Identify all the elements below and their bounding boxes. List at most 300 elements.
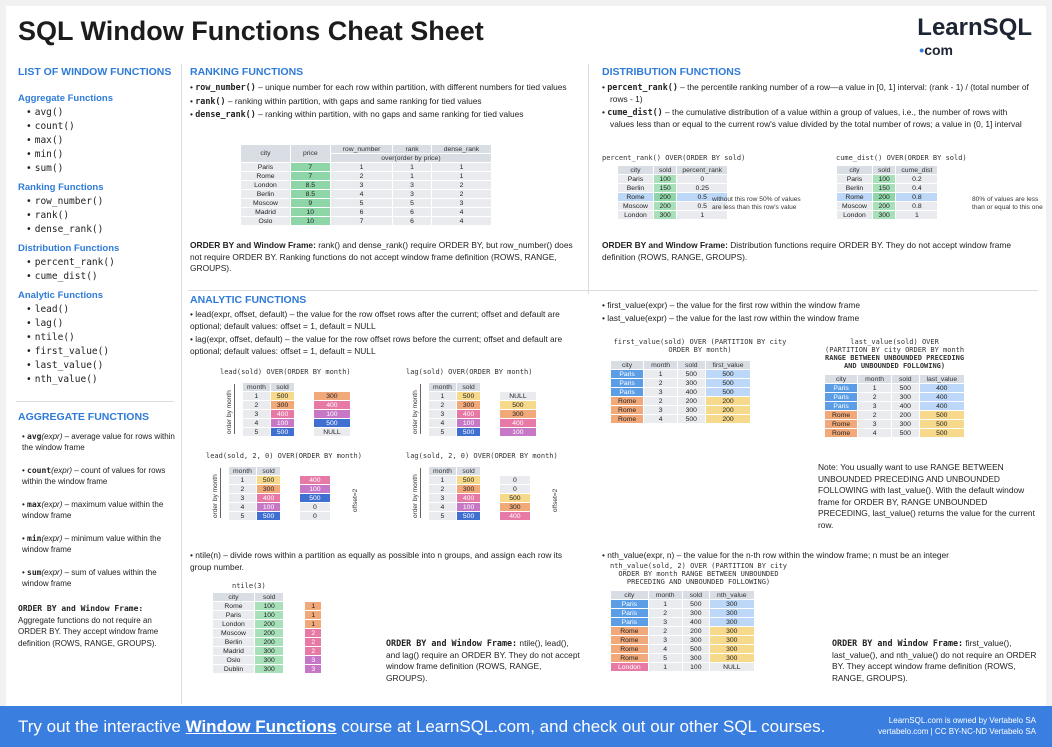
first-value-example: first_value(sold) OVER (PARTITION BY city ORDER BY month) city month sold first_value Paris 1 500 500 Paris 2 300 500 Paris 3 400 500 Rome 2 200 200 Rome 3 300 200 Rome 4 500 200 <box>610 338 790 424</box>
ranking-title: RANKING FUNCTIONS <box>190 66 304 78</box>
table-row <box>305 611 322 620</box>
table-row <box>300 512 330 521</box>
result-cell: 400 <box>300 476 330 485</box>
table-cell: 150 <box>653 184 676 193</box>
table-row <box>611 370 751 379</box>
order-label: order by month <box>412 390 419 434</box>
column-header: sold <box>256 467 280 476</box>
table-cell: 500 <box>682 600 709 609</box>
column-header: sold <box>678 361 705 370</box>
table-cell: 300 <box>682 654 709 663</box>
column-header: month <box>644 361 678 370</box>
table-cell: Rome <box>611 397 644 406</box>
logo-main: LearnSQL <box>917 14 1032 41</box>
group-heading[interactable]: Analytic Functions <box>18 290 103 301</box>
table-cell: London <box>241 181 291 190</box>
result-cell: 400 <box>500 419 536 428</box>
table-row <box>500 410 536 419</box>
table-cell: 2 <box>644 397 678 406</box>
table-row <box>825 384 965 393</box>
footer-banner <box>0 706 1052 747</box>
table-cell: 400 <box>919 384 965 393</box>
result-cell: 400 <box>500 512 530 521</box>
function-list-item[interactable]: • sum() <box>26 162 178 176</box>
ranking-note: ORDER BY and Window Frame: rank() and dense_rank() require ORDER BY, but row_number() does not require ORDER BY. Ranking functions do not accept window frame definition (ROWS, RANGE, GROUPS). <box>190 240 573 273</box>
function-description: • row_number() – unique number for each row within partition, with different numbers for tied values <box>190 82 567 92</box>
aggregate-item: • min(expr) – minimum value within the window frame <box>22 534 162 554</box>
table-cell: 500 <box>270 392 294 401</box>
table-row <box>229 503 281 512</box>
table-row <box>500 503 530 512</box>
table-cell: 400 <box>256 494 280 503</box>
divider <box>16 401 174 402</box>
column-header: month <box>243 383 271 392</box>
table-cell: 100 <box>872 175 895 184</box>
group-heading[interactable]: Ranking Functions <box>18 182 104 193</box>
divider <box>181 64 182 704</box>
result-cell: 100 <box>300 485 330 494</box>
table-cell: 500 <box>270 428 294 437</box>
table-cell: 1 <box>431 163 492 172</box>
offset-label: offset=2 <box>552 488 559 512</box>
function-list-group <box>26 303 178 387</box>
function-list-item[interactable]: • avg() <box>26 106 178 120</box>
table-row <box>500 428 536 437</box>
table-row <box>241 172 492 181</box>
table-row <box>429 503 481 512</box>
table-cell: 2 <box>858 411 892 420</box>
table-row <box>611 618 755 627</box>
result-cell: NULL <box>314 428 350 437</box>
table-cell: 9 <box>290 199 330 208</box>
table-cell: Rome <box>213 602 255 611</box>
table-cell: 6 <box>330 208 393 217</box>
table-row <box>241 217 492 226</box>
first-value-description: • first_value(expr) – the value for the first row within the window frame <box>602 300 861 310</box>
table-cell: 300 <box>710 645 754 654</box>
table-cell: 0.5 <box>677 202 728 211</box>
table-cell: 200 <box>254 629 283 638</box>
aggregate-item: • max(expr) – maximum value within the window frame <box>22 500 164 520</box>
table-cell: 5 <box>429 428 457 437</box>
table-row <box>314 392 350 401</box>
table-cell: 4 <box>429 419 457 428</box>
table-row <box>429 401 481 410</box>
divider <box>588 64 589 294</box>
table-cell: Berlin <box>837 184 873 193</box>
table-row <box>429 485 481 494</box>
table-row <box>241 199 492 208</box>
table-cell: Paris <box>611 609 649 618</box>
table-cell: 300 <box>710 627 754 636</box>
table-row <box>243 401 295 410</box>
column-header: price <box>290 145 330 163</box>
function-list-item[interactable]: • min() <box>26 148 178 162</box>
table-row <box>213 647 284 656</box>
table-cell: Rome <box>825 420 858 429</box>
table-cell: 3 <box>229 494 257 503</box>
table-cell: 100 <box>653 175 676 184</box>
distribution-section <box>602 66 1032 132</box>
table-cell: 10 <box>290 208 330 217</box>
table-row <box>429 476 481 485</box>
result-cell: 400 <box>314 401 350 410</box>
table-cell: 0.2 <box>896 175 938 184</box>
last-value-description: • last_value(expr) – the value for the last row within the window frame <box>602 313 860 323</box>
table-cell: 500 <box>456 428 480 437</box>
column-header: sold <box>872 166 895 175</box>
function-list-item[interactable]: • first_value() <box>26 345 178 359</box>
table-row <box>429 410 481 419</box>
result-cell: 300 <box>500 503 530 512</box>
table-row <box>305 656 322 665</box>
list-title: LIST OF WINDOW FUNCTIONS <box>18 66 172 78</box>
table-cell: Berlin <box>241 190 291 199</box>
table-cell: 1 <box>229 476 257 485</box>
table-cell: 300 <box>254 665 283 674</box>
table-cell: 300 <box>270 401 294 410</box>
table-cell: Berlin <box>618 184 654 193</box>
table-row <box>618 184 728 193</box>
table-row <box>305 602 322 611</box>
nth-value-description: • nth_value(expr, n) – the value for the n-th row within the window frame; n must be an integer <box>602 550 949 560</box>
table-row <box>241 181 492 190</box>
table-row <box>825 420 965 429</box>
table-row <box>611 406 751 415</box>
function-description: • dense_rank() – ranking within partition, with no gaps and same ranking for tied values <box>190 109 524 119</box>
table-row <box>837 184 938 193</box>
table-cell: 100 <box>456 419 480 428</box>
function-list-item[interactable]: • count() <box>26 120 178 134</box>
table-row <box>229 476 281 485</box>
table-cell: Moscow <box>213 629 255 638</box>
table-cell: 200 <box>872 202 895 211</box>
table-row <box>837 211 938 220</box>
table-cell: 400 <box>892 402 919 411</box>
table-row <box>314 401 350 410</box>
table-cell: London <box>837 211 873 220</box>
table-cell: 500 <box>456 512 480 521</box>
table-row <box>500 494 530 503</box>
table-cell: 300 <box>710 654 754 663</box>
function-list-item[interactable]: • dense_rank() <box>26 223 178 237</box>
table-cell: 500 <box>705 379 751 388</box>
function-list-item[interactable]: • rank() <box>26 209 178 223</box>
table-row <box>500 401 536 410</box>
table-cell: Paris <box>241 163 291 172</box>
lag1-example: lag(sold) OVER(ORDER BY month) month sold 1 500 2 300 3 400 4 100 5 500 NULL 500 300 400 100 order by month <box>406 368 537 437</box>
table-cell: 400 <box>682 618 709 627</box>
table-row <box>305 620 322 629</box>
analytic-note: ORDER BY and Window Frame: ntile(), lead(), and lag() require an ORDER BY. They do not accept window frame definition (ROWS, RANGE, GROUPS). <box>386 638 580 683</box>
table-cell: 100 <box>254 602 283 611</box>
result-cell: 0 <box>300 503 330 512</box>
result-cell: 0 <box>500 485 530 494</box>
table-cell: 3 <box>429 410 457 419</box>
function-list-group <box>26 106 178 176</box>
table-cell: 1 <box>393 163 431 172</box>
function-list-group <box>26 195 178 237</box>
table-cell: 200 <box>254 638 283 647</box>
result-cell: 100 <box>500 428 536 437</box>
table-cell: 7 <box>330 217 393 226</box>
table-cell: 300 <box>682 609 709 618</box>
table-cell: 500 <box>892 384 919 393</box>
table-cell: 400 <box>456 494 480 503</box>
table-cell: 2 <box>429 401 457 410</box>
table-cell: 0.4 <box>896 184 938 193</box>
column-header: dense_rank <box>431 145 492 154</box>
column-header: over(order by price) <box>330 154 492 163</box>
function-list-item[interactable]: • percent_rank() <box>26 256 178 270</box>
column-header: percent_rank <box>677 166 728 175</box>
analytic-title: ANALYTIC FUNCTIONS <box>190 294 307 306</box>
table-row <box>429 512 481 521</box>
table-cell: Rome <box>611 627 649 636</box>
table-cell: 300 <box>892 393 919 402</box>
table-cell: 2 <box>429 485 457 494</box>
table-cell: 3 <box>644 406 678 415</box>
table-cell: 2 <box>858 393 892 402</box>
table-cell: 1 <box>393 172 431 181</box>
table-cell: 3 <box>243 410 271 419</box>
table-cell: Paris <box>611 370 644 379</box>
table-cell: 5 <box>393 199 431 208</box>
page-title: SQL Window Functions Cheat Sheet <box>18 16 484 46</box>
table-cell: 4 <box>858 429 892 438</box>
table-cell: Madrid <box>213 647 255 656</box>
table-cell: Madrid <box>241 208 291 217</box>
table-row <box>241 208 492 217</box>
lag2-example: lag(sold, 2, 0) OVER(ORDER BY month) month sold 1 500 2 300 3 400 4 100 5 500 0 0 500 300 400 order by month offset=2 <box>406 452 559 520</box>
table-cell: Rome <box>611 406 644 415</box>
table-cell: 400 <box>678 388 705 397</box>
table-cell: 1 <box>330 163 393 172</box>
table-row <box>429 392 481 401</box>
lag-description: • lag(expr, offset, default) – the value for the row offset rows before the current; offset and default are optional; default values: offset = 1, default = NULL <box>190 334 563 356</box>
table-row <box>611 379 751 388</box>
column-header: sold <box>892 375 919 384</box>
table-cell: 500 <box>919 411 965 420</box>
table-row <box>611 397 751 406</box>
table-cell: 100 <box>256 503 280 512</box>
table-row <box>825 393 965 402</box>
table-row <box>500 419 536 428</box>
column-header: sold <box>456 467 480 476</box>
table-cell: Dublin <box>213 665 255 674</box>
column-header: month <box>648 591 682 600</box>
cume-dist-example: cume_dist() OVER(ORDER BY sold) city sold cume_dist Paris 100 0.2 Berlin 150 0.4 Rome 200 0.8 Moscow 200 0.8 London 300 1 80% of values are less than or equal to this one <box>836 154 1043 219</box>
column-header: month <box>229 467 257 476</box>
footer-message: Try out the interactive Window Functions course at LearnSQL.com, and check out our other SQL courses. <box>18 717 826 736</box>
table-cell: 300 <box>678 406 705 415</box>
table-cell: Oslo <box>213 656 255 665</box>
order-label: order by month <box>212 474 219 518</box>
function-list-item[interactable]: • nth_value() <box>26 373 178 387</box>
table-row <box>213 602 284 611</box>
divider <box>188 290 1038 291</box>
column-header: last_value <box>919 375 965 384</box>
function-list-item[interactable]: • row_number() <box>26 195 178 209</box>
table-cell: 300 <box>710 636 754 645</box>
table-cell: 200 <box>705 406 751 415</box>
ranking-table <box>240 144 492 226</box>
nth-value-note: ORDER BY and Window Frame: first_value(), last_value(), and nth_value() do not require an ORDER BY. They accept window frame definition (ROWS, RANGE, GROUPS). <box>832 638 1037 683</box>
ntile-result: 3 <box>305 656 322 665</box>
table-row <box>243 392 295 401</box>
ntile-result: 2 <box>305 638 322 647</box>
table-cell: 500 <box>705 370 751 379</box>
aggregate-item: • avg(expr) – average value for rows within the window frame <box>22 432 175 452</box>
table-cell: Paris <box>611 379 644 388</box>
table-cell: 1 <box>677 211 728 220</box>
table-cell: 300 <box>682 636 709 645</box>
function-list-item[interactable]: • lead() <box>26 303 178 317</box>
table-cell: 200 <box>653 202 676 211</box>
table-cell: Rome <box>241 172 291 181</box>
table-cell: 3 <box>648 618 682 627</box>
table-row <box>611 645 755 654</box>
function-list-item[interactable]: • lag() <box>26 317 178 331</box>
distribution-note: ORDER BY and Window Frame: Distribution functions require ORDER BY. They do not accept window frame definition (ROWS, RANGE, GROUPS). <box>602 240 1012 262</box>
result-cell: 0 <box>500 476 530 485</box>
table-cell: 3 <box>858 402 892 411</box>
result-cell: 500 <box>300 494 330 503</box>
column-header: sold <box>270 383 294 392</box>
table-cell: 500 <box>678 370 705 379</box>
percent-rank-example: percent_rank() OVER(ORDER BY sold) city sold percent_rank Paris 100 0 Berlin 150 0.25 Rome 200 0.5 Moscow 200 0.5 London 300 1 without this row 50% of values are less than this row's value <box>602 154 801 219</box>
cheat-sheet <box>6 6 1046 706</box>
table-cell: 200 <box>653 193 676 202</box>
column-header: city <box>241 145 291 163</box>
table-cell: 0.8 <box>896 193 938 202</box>
table-cell: Paris <box>825 384 858 393</box>
table-cell: 1 <box>648 663 682 672</box>
table-row <box>213 611 284 620</box>
table-cell: 200 <box>678 397 705 406</box>
table-row <box>305 665 322 674</box>
table-cell: 400 <box>919 393 965 402</box>
result-cell: 300 <box>500 410 536 419</box>
table-row <box>300 485 330 494</box>
course-link[interactable]: Window Functions <box>185 717 337 736</box>
last-value-example: last_value(sold) OVER (PARTITION BY city ORDER BY month RANGE BETWEEN UNBOUNDED PRECEDING AND UNBOUNDED FOLLOWING) city month sold last_value Paris 1 500 400 Paris 2 300 400 Paris 3 400 400 Rome 2 200 500 Rome 3 300 500 Rome 4 500 500 <box>825 338 965 437</box>
table-cell: 300 <box>710 600 754 609</box>
table-row <box>500 392 536 401</box>
table-row <box>500 485 530 494</box>
table-cell: 2 <box>431 190 492 199</box>
table-row <box>611 600 755 609</box>
column-header: city <box>837 166 873 175</box>
table-row <box>611 636 755 645</box>
function-list-item[interactable]: • max() <box>26 134 178 148</box>
table-cell: 200 <box>892 411 919 420</box>
table-cell: 500 <box>892 429 919 438</box>
order-arrow <box>420 384 421 434</box>
result-cell: NULL <box>500 392 536 401</box>
table-row <box>305 638 322 647</box>
table-cell: 100 <box>682 663 709 672</box>
aggregate-section <box>18 411 176 649</box>
aggregate-item: • count(expr) – count of values for rows within the window frame <box>22 466 166 486</box>
table-cell: 300 <box>710 618 754 627</box>
learnsql-logo[interactable] <box>917 14 1032 58</box>
offset-label: offset=2 <box>352 488 359 512</box>
column-header: rank <box>393 145 431 154</box>
table-cell: 1 <box>896 211 938 220</box>
table-row <box>429 494 481 503</box>
table-cell: 4 <box>648 645 682 654</box>
result-cell: 0 <box>300 512 330 521</box>
table-cell: 4 <box>429 503 457 512</box>
column-header: month <box>858 375 892 384</box>
table-row <box>314 419 350 428</box>
column-header: city <box>825 375 858 384</box>
analytic-section <box>190 294 580 357</box>
group-heading[interactable]: Aggregate Functions <box>18 93 114 104</box>
table-cell: 400 <box>919 402 965 411</box>
table-cell: 100 <box>270 419 294 428</box>
column-header: city <box>213 593 255 602</box>
table-cell: 200 <box>254 620 283 629</box>
table-cell: 300 <box>254 656 283 665</box>
group-heading[interactable]: Distribution Functions <box>18 243 120 254</box>
table-cell: 2 <box>431 181 492 190</box>
table-cell: 2 <box>243 401 271 410</box>
function-description: • cume_dist() – the cumulative distribution of a value within a group of values, i.e., the number of rows with values less than or equal to the current row's value divided by the total number of rows; a value in (0, 1] interval <box>602 107 1022 129</box>
nth-value-example: nth_value(sold, 2) OVER (PARTITION BY city ORDER BY month RANGE BETWEEN UNBOUNDED PRECEDING AND UNBOUNDED FOLLOWING) city month sold nth_value Paris 1 500 300 Paris 2 300 300 Paris 3 400 300 Rome 2 200 300 Rome 3 300 300 Rome 4 500 300 Rome 5 300 300 London 1 100 NULL <box>610 562 788 671</box>
function-list-item[interactable]: • ntile() <box>26 331 178 345</box>
table-cell: 6 <box>393 208 431 217</box>
table-cell: London <box>618 211 654 220</box>
function-list-item[interactable]: • cume_dist() <box>26 270 178 284</box>
column-header: city <box>611 591 649 600</box>
ntile-result: 2 <box>305 629 322 638</box>
table-row <box>243 410 295 419</box>
table-cell: 4 <box>330 190 393 199</box>
table-cell: 100 <box>456 503 480 512</box>
order-label: order by month <box>412 474 419 518</box>
table-row <box>229 485 281 494</box>
table-row <box>611 415 751 424</box>
table-cell: 500 <box>456 392 480 401</box>
result-cell: 100 <box>314 410 350 419</box>
table-cell: 200 <box>682 627 709 636</box>
table-cell: 1 <box>429 392 457 401</box>
column-header: nth_value <box>710 591 754 600</box>
order-label: order by month <box>226 390 233 434</box>
table-cell: 7 <box>290 163 330 172</box>
table-row <box>213 656 284 665</box>
function-list-item[interactable]: • last_value() <box>26 359 178 373</box>
column-header: sold <box>653 166 676 175</box>
table-cell: 5 <box>243 428 271 437</box>
table-cell: 200 <box>705 397 751 406</box>
table-row <box>611 627 755 636</box>
table-cell: 5 <box>429 512 457 521</box>
table-cell: Paris <box>825 402 858 411</box>
table-cell: 3 <box>429 494 457 503</box>
table-cell: 8.5 <box>290 181 330 190</box>
column-header: first_value <box>705 361 751 370</box>
table-cell: 300 <box>653 211 676 220</box>
table-cell: London <box>611 663 649 672</box>
table-row <box>314 428 350 437</box>
table-cell: 5 <box>330 199 393 208</box>
table-cell: Rome <box>825 411 858 420</box>
table-cell: 4 <box>644 415 678 424</box>
table-row <box>241 190 492 199</box>
